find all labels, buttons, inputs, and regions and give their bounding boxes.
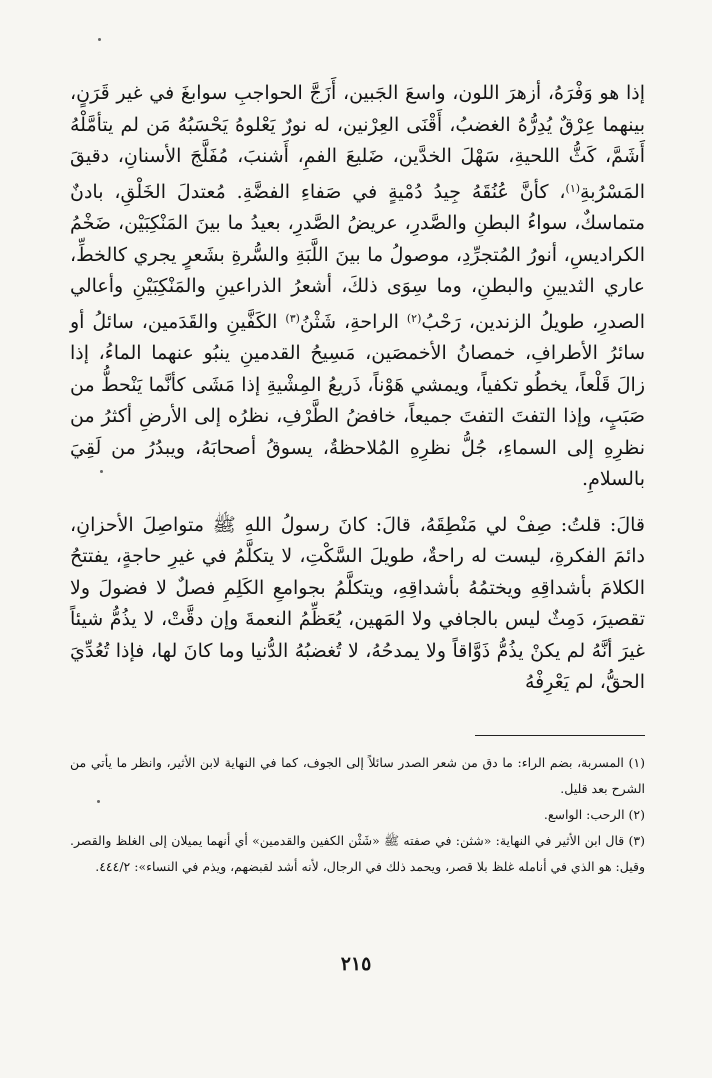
footnote-3: (٣) قال ابن الأثير في النهاية: «شثن: في صفته ﷺ «شَثْن الكفين والقدمين» أي أنهما يميلان إلى الغلظ والقصر. وقيل: هو الذي في أنامله غلظ بلا قصر، ويحمد ذلك في الرجال، لأنه أشد لقبضهم، ويذم في النساء»: ٤٤٤/٢. xyxy=(70,832,645,874)
scan-speck xyxy=(100,470,103,473)
scan-speck xyxy=(98,38,101,41)
paragraph-description: إذا هو وَفْرَهُ، أزهرَ اللون، واسعَ الجَبين، أَزَجَّ الحواجبِ سوابغَ في غير قَرَنٍ، بينهما عِرْقٌ يُدِرُّهُ الغضبُ، أَقْنَى العِرْنين، له نورٌ يَعْلوهُ يَحْسَبُهُ مَن لم يتأمَّلْهُ أَشَمَّ، كَثُّ اللحيةِ، سَهْلَ الخدَّين، ضَليعَ الفمِ، أَشنبَ، مُفَلَّجَ الأسنانِ، دقيقَ المَسْرُبةِ$^{(١)}$، كأنَّ عُنُقَهُ جِيدُ دُمْيةٍ في صَفاءِ الفضَّةِ. مُعتدلَ الخَلْقِ، بادنٌ متماسكٌ، سواءُ البطنِ والصَّدرِ، عريضُ الصَّدرِ، بعيدُ ما بينَ المَنْكِبَيْن، ضَخْمُ الكراديسِ، أنورُ المُتجرِّدِ، موصولُ ما بينَ اللَّبَةِ والسُّرةِ بشَعرٍ يجري كالخطِّ، عاري الثديينِ والبطنِ، وما سِوَى ذلكَ، أشعرُ الذراعينِ والمَنْكِبَيْنِ وأعالي الصدرِ، طويلُ الزندين، رَحْبُ$^{(٢)}$ الراحةِ، شَثْنُ$^{(٣)}$ الكَفَّينِ والقَدَمين، سائلُ أو سائرُ الأطرافِ، خمصانُ الأخمصَين، مَسِيحُ القدمينِ ينبُو عنهما الماءُ، إذا زالَ قَلْعاً، يخطُو تكفياً، ويمشي هَوْناً، ذَريعُ المِشْيةِ إذا مَشَى كأنَّما يَنْحطُّ من صَبَبٍ، وإذا التفتَ التفتَ جميعاً، خافضُ الطَّرْفِ، نظرُه إلى الأرضِ أكثرُ من نظرِهِ إلى السماءِ، جُلُّ نظرِهِ المُلاحظةُ، يسوقُ أصحابَهُ، ويبدُرُ من لَقِيَ بالسلامِ. xyxy=(70,82,646,490)
footnote-2: (٢) الرحب: الواسع. xyxy=(543,806,645,822)
main-text xyxy=(70,78,645,699)
paragraph-speech: قالَ: قلتُ: صِفْ لي مَنْطِقَهُ، قالَ: كانَ رسولُ اللهِ ﷺ متواصِلَ الأحزانِ، دائمَ الفكرةِ، ليست له راحةٌ، طويلَ السَّكْتِ، لا يتكلَّمُ في غيرِ حاجةٍ، يفتتحُ الكلامَ بأشداقِهِ ويختمُهُ بأشداقِهِ، ويتكلَّمُ بجوامعِ الكَلِمِ فصلٌ لا فضولَ ولا تقصيرَ، دَمِثٌ ليس بالجافي ولا المَهين، يُعَظِّمُ النعمةَ وإن دقَّتْ، لا يذُمُّ شيئاً غيرَ أنَّهُ لم يكنْ يذُمُّ ذَوَّاقاً ولا يمدحُهُ، لا تُغضبُهُ الدُّنيا وما كانَ لها، فإذا تُعُدِّيَ الحقُّ، لم يَعْرِفْهُ xyxy=(70,513,645,693)
footnote-divider xyxy=(475,735,645,736)
footnotes xyxy=(70,750,645,880)
footnote-ref-1[interactable]: (١) xyxy=(565,181,581,195)
footnote-ref-3[interactable]: (٣) xyxy=(285,311,300,325)
scan-speck xyxy=(97,800,100,803)
book-page xyxy=(70,50,645,1060)
page-number: ٢١٥ xyxy=(340,953,372,975)
footnote-1: (١) المسربة، بضم الراء: ما دق من شعر الصدر سائلاً إلى الجوف، كما في النهاية لابن الأثير، وانظر ما يأتي من الشرح بعد قليل. xyxy=(70,754,645,796)
footnote-ref-2[interactable]: (٢) xyxy=(406,311,422,325)
